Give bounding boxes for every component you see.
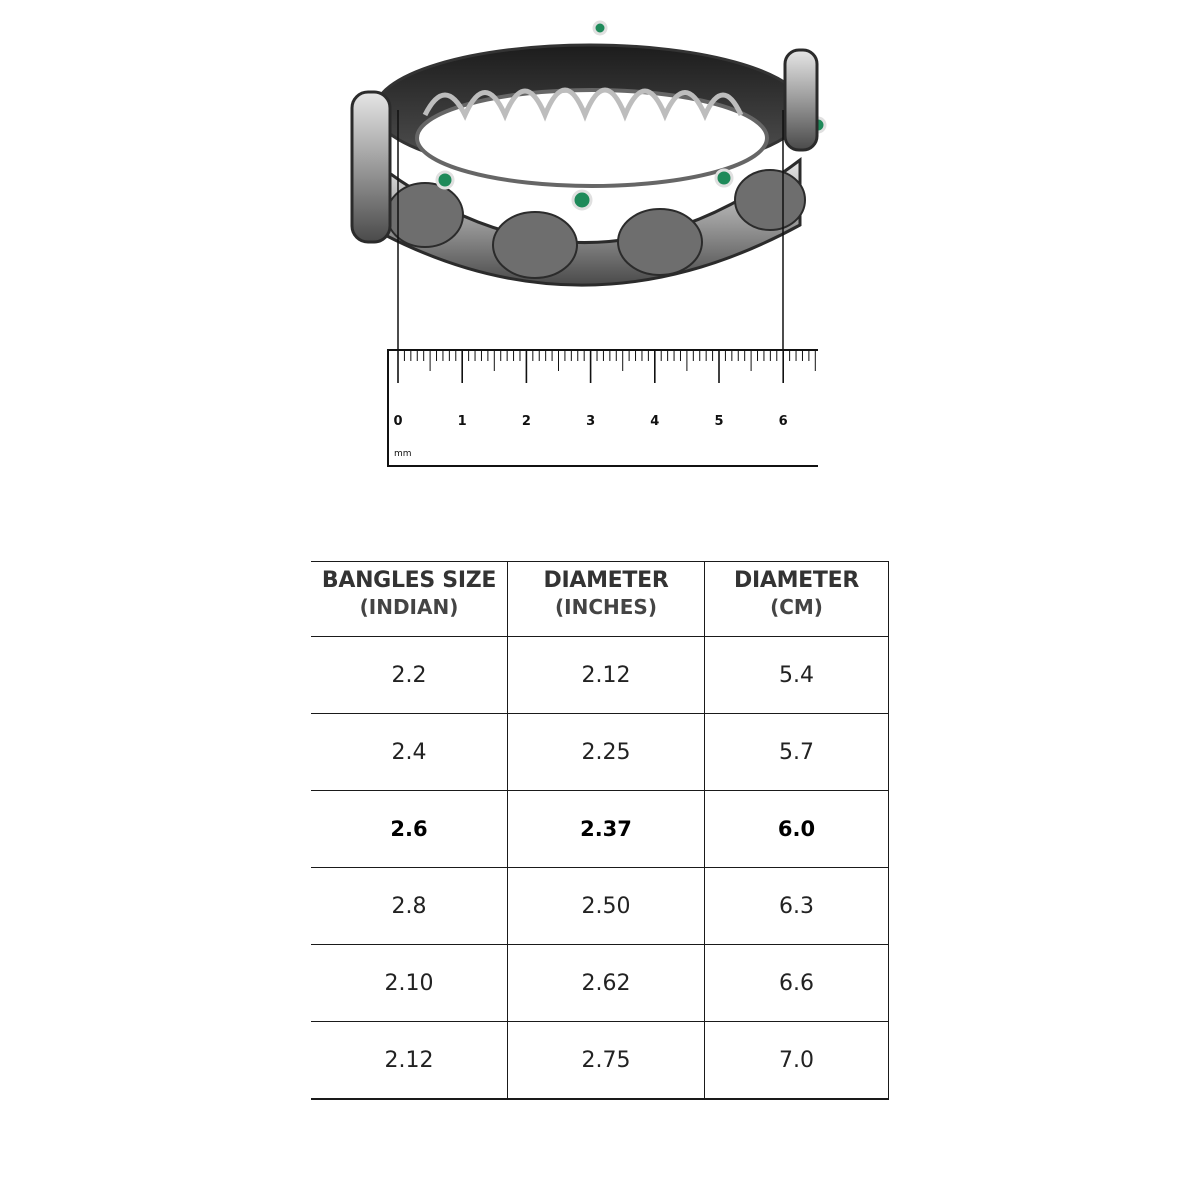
- table-row: [311, 714, 889, 791]
- ruler-tick-label: 2: [521, 414, 531, 429]
- cell-cm: 6.3: [705, 868, 889, 945]
- cell-cm: 6.0: [705, 791, 889, 868]
- cell-size: 2.4: [311, 714, 508, 791]
- ruler: [388, 350, 818, 466]
- cell-cm: 5.7: [705, 714, 889, 791]
- cell-inches: 2.25: [508, 714, 705, 791]
- ruler-tick-label: 6: [778, 414, 788, 429]
- cell-size: 2.10: [311, 945, 508, 1022]
- ruler-unit-label: mm: [394, 449, 412, 459]
- cell-inches: 2.37: [508, 791, 705, 868]
- cell-inches: 2.75: [508, 1022, 705, 1100]
- cell-size: 2.12: [311, 1022, 508, 1100]
- cell-size: 2.6: [311, 791, 508, 868]
- table-row: [311, 1022, 889, 1100]
- table-row: [311, 868, 889, 945]
- ruler-tick-label: 5: [714, 414, 724, 429]
- cell-cm: 5.4: [705, 637, 889, 714]
- cell-size: 2.8: [311, 868, 508, 945]
- bangle-size-table: [311, 561, 889, 1100]
- cell-inches: 2.62: [508, 945, 705, 1022]
- ruler-tick-label: 1: [457, 414, 467, 429]
- header-bangle-size: BANGLES SIZE (INDIAN): [311, 562, 508, 637]
- table-header-row: [311, 562, 889, 637]
- table-row: [311, 945, 889, 1022]
- measurement-diagram: [0, 0, 1200, 520]
- ruler-border: [388, 350, 818, 466]
- cell-size: 2.2: [311, 637, 508, 714]
- cell-cm: 6.6: [705, 945, 889, 1022]
- header-diameter-cm: DIAMETER (CM): [705, 562, 889, 637]
- cell-inches: 2.12: [508, 637, 705, 714]
- table-row-highlighted: [311, 791, 889, 868]
- cell-cm: 7.0: [705, 1022, 889, 1100]
- ruler-tick-label: 3: [586, 414, 596, 429]
- cell-inches: 2.50: [508, 868, 705, 945]
- table-row: [311, 637, 889, 714]
- ruler-tick-label: 4: [650, 414, 660, 429]
- header-diameter-inches: DIAMETER (INCHES): [508, 562, 705, 637]
- ruler-tick-label: 0: [393, 414, 403, 429]
